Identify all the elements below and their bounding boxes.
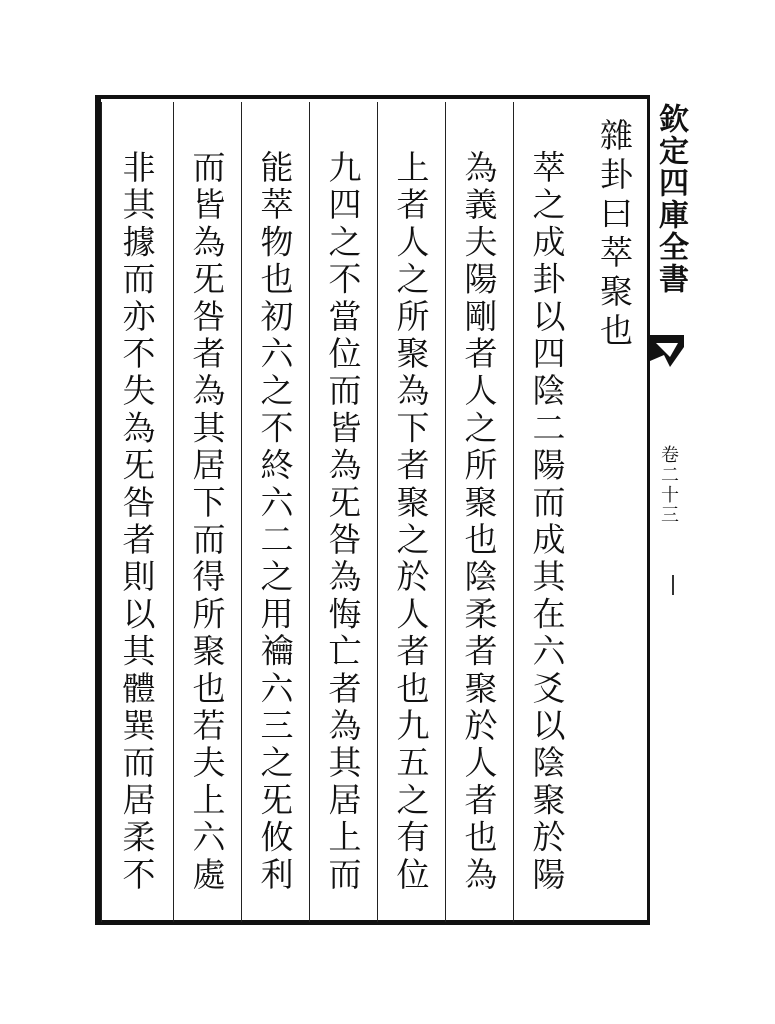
text-column	[101, 102, 171, 922]
column-text: 萃之成卦以四陰二陽而成其在六爻以陰聚於陽	[527, 150, 567, 894]
text-column	[241, 102, 307, 922]
fishtail-mark-icon	[650, 337, 684, 369]
column-text: 為義夫陽剛者人之所聚也陰柔者聚於人者也為	[459, 150, 499, 894]
text-column	[445, 102, 511, 922]
collection-title: 欽定四庫全書	[653, 103, 688, 295]
column-text: 而皆為旡咎者為其居下而得所聚也若夫上六處	[187, 150, 227, 894]
column-text: 雜卦曰萃聚也	[595, 118, 634, 352]
volume-label: 卷二十三	[658, 445, 679, 525]
text-column	[173, 102, 239, 922]
column-text: 上者人之所聚為下者聚之於人者也九五之有位	[391, 150, 431, 894]
text-column	[377, 102, 443, 922]
column-text: 九四之不當位而皆為旡咎為悔亡者為其居上而	[323, 150, 363, 894]
page-margin	[650, 95, 690, 925]
text-column	[581, 102, 647, 922]
text-column	[309, 102, 375, 922]
text-frame	[95, 95, 650, 925]
text-column	[513, 102, 579, 922]
margin-tick	[672, 575, 674, 595]
column-text: 能萃物也初六之不終六二之用禴六三之旡攸利	[255, 150, 295, 894]
column-text: 非其據而亦不失為旡咎者則以其體巽而居柔不	[117, 150, 157, 894]
